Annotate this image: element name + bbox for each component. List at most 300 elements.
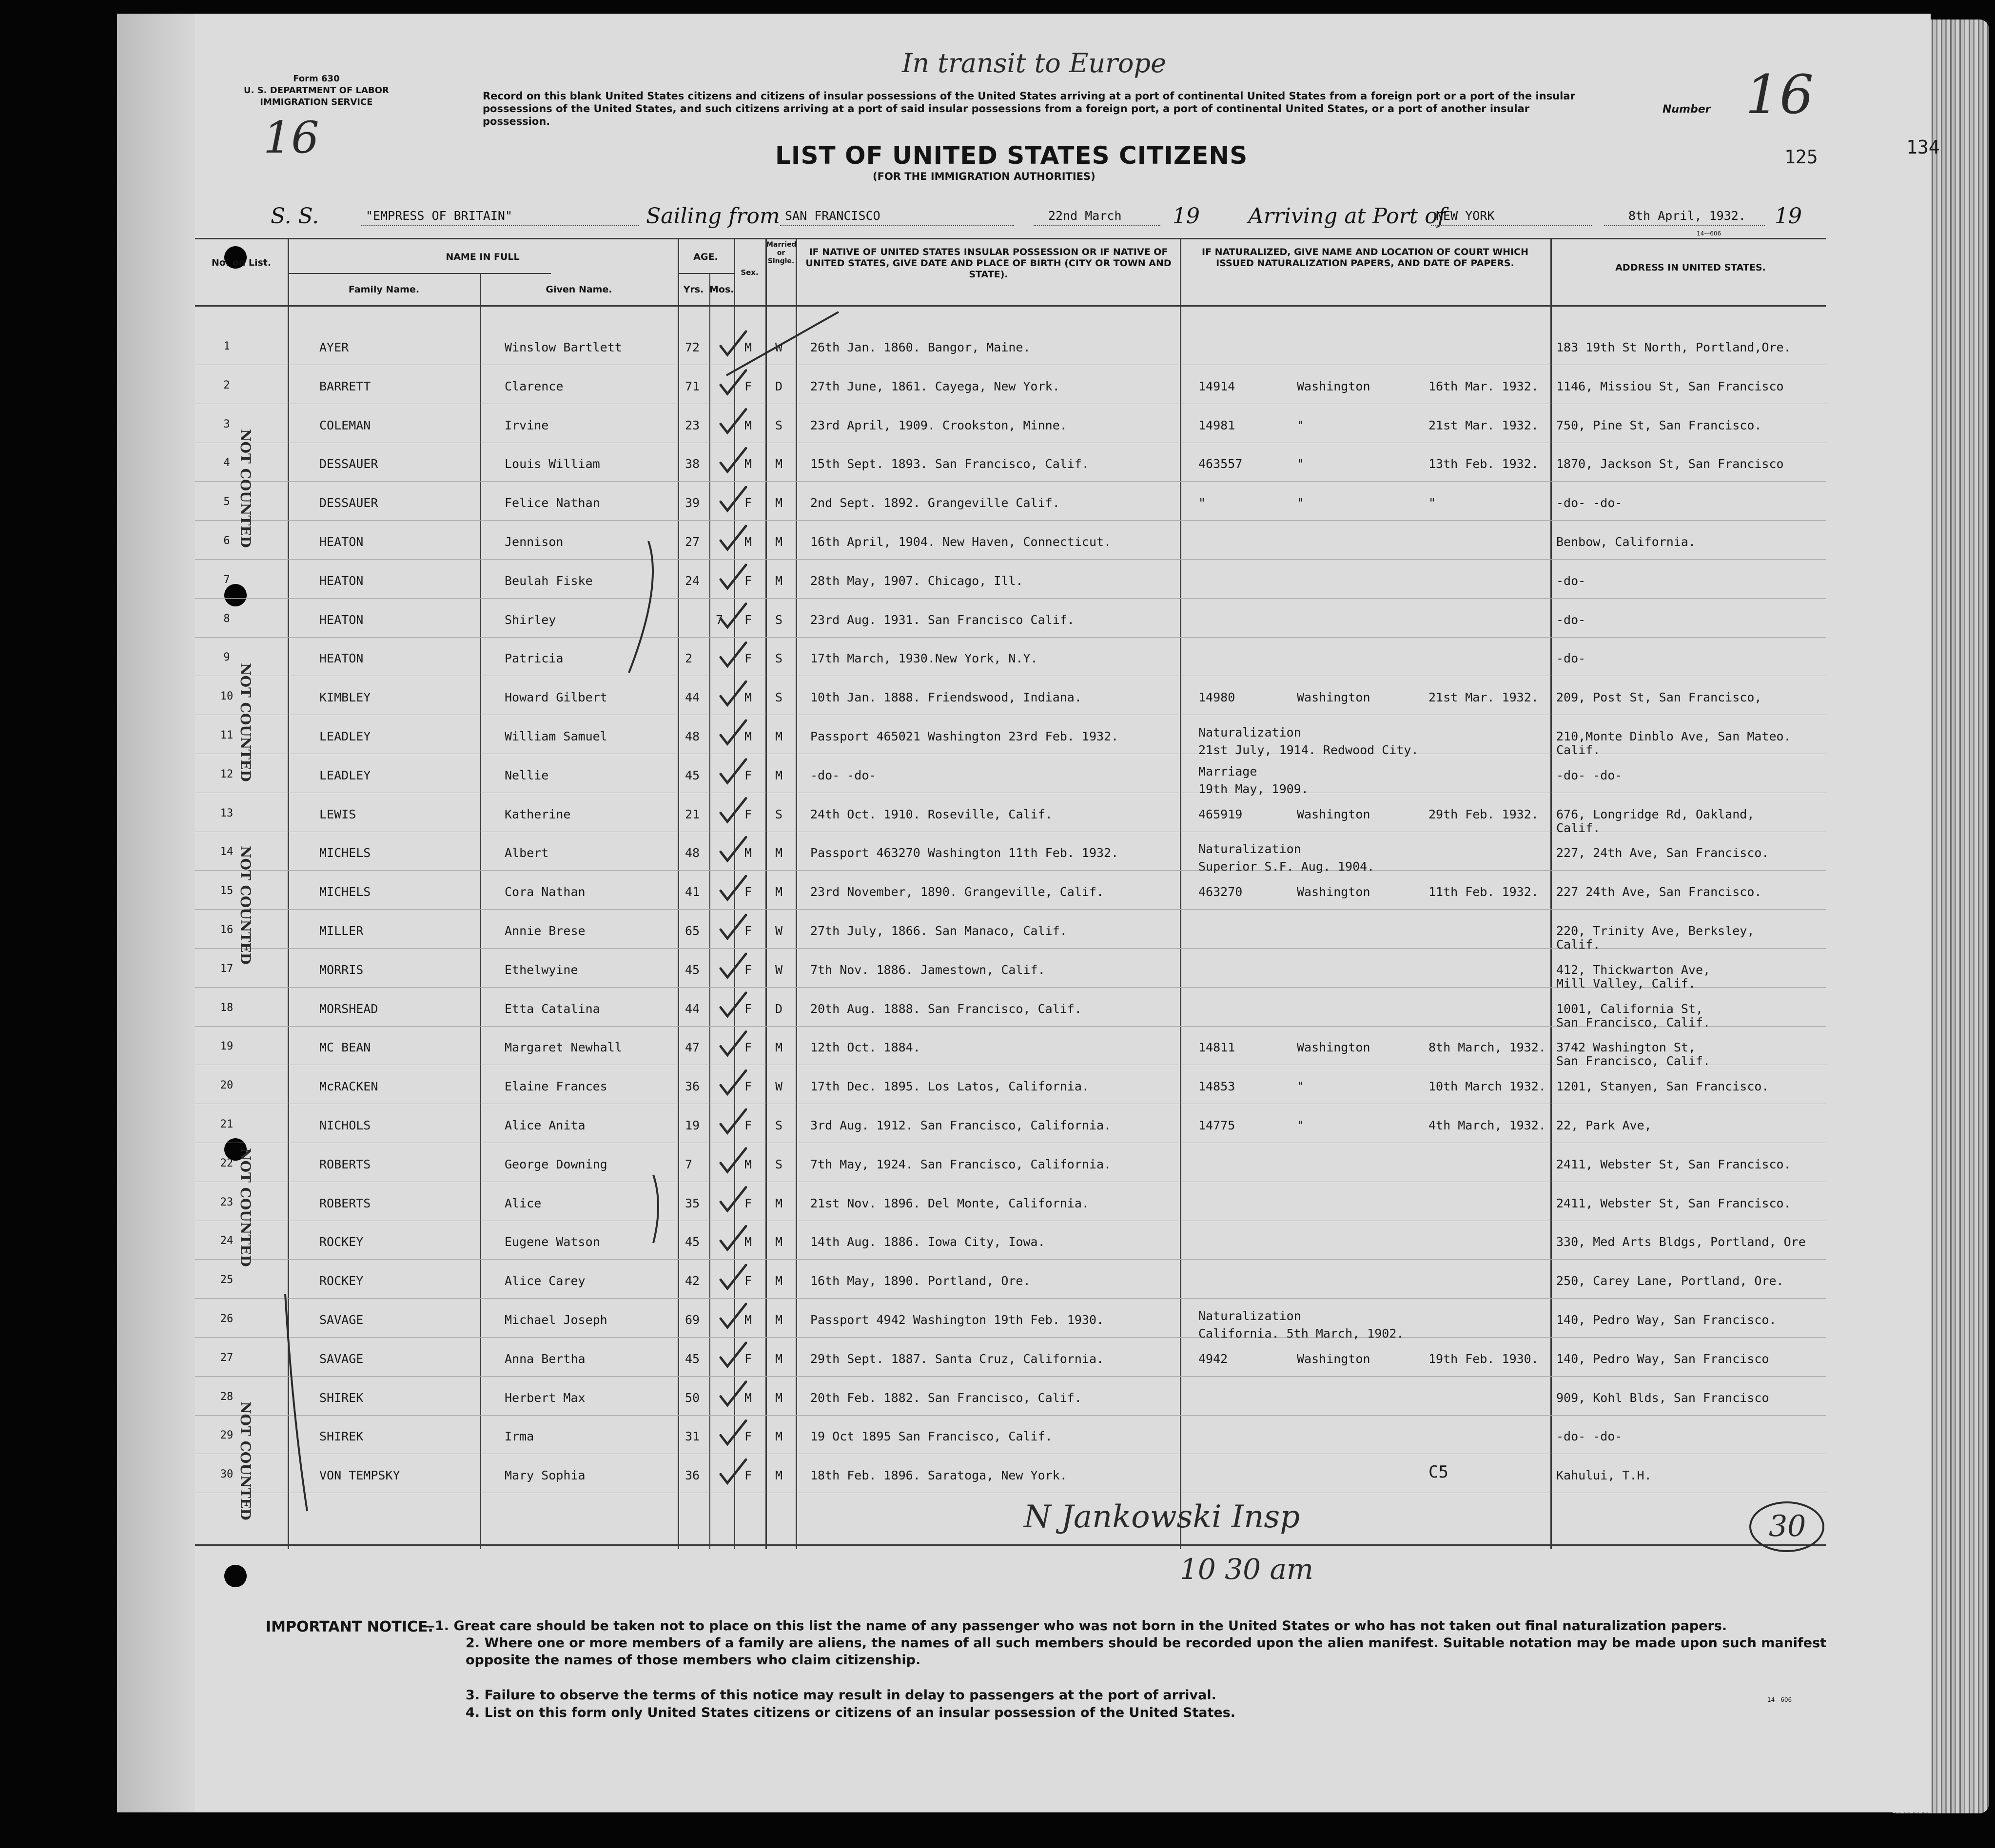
age-years: 7 — [685, 1157, 693, 1171]
family-name: SHIREK — [319, 1390, 364, 1405]
naturalization-1: " — [1198, 496, 1206, 510]
sex: F — [744, 1001, 752, 1016]
given-name: Patricia — [505, 651, 564, 666]
col-name-in-full: NAME IN FULL — [446, 252, 520, 262]
naturalization-2: 21st July, 1914. Redwood City. — [1198, 743, 1419, 757]
age-years: 27 — [685, 535, 700, 549]
marital-status: M — [775, 496, 783, 510]
given-name: Albert — [505, 846, 549, 860]
naturalization-1: 4942 — [1198, 1351, 1228, 1366]
family-name: ROBERTS — [319, 1196, 371, 1210]
sailing-label: Sailing from — [646, 204, 780, 229]
family-name: NICHOLS — [319, 1118, 371, 1132]
naturalization-3: 4th March, 1932. — [1428, 1118, 1546, 1132]
row-number: 19 — [220, 1040, 234, 1053]
naturalization-2: " — [1297, 418, 1305, 432]
given-name: Herbert Max — [505, 1390, 586, 1405]
address-line-1: 1146, Missiou St, San Francisco — [1556, 379, 1784, 393]
birth-info: 21st Nov. 1896. Del Monte, California. — [810, 1196, 1089, 1210]
page-subtitle: (FOR THE IMMIGRATION AUTHORITIES) — [873, 171, 1095, 182]
address-line-1: 227 24th Ave, San Francisco. — [1556, 885, 1762, 899]
sex: F — [744, 651, 752, 666]
age-years: 31 — [685, 1429, 700, 1444]
family-name: KIMBLEY — [319, 690, 371, 705]
sex: M — [744, 1235, 752, 1249]
row-number: 24 — [220, 1235, 234, 1247]
marital-status: W — [775, 962, 783, 977]
family-name: ROCKEY — [319, 1235, 364, 1249]
age-years: 69 — [685, 1313, 700, 1327]
page-stamp: 125 — [1784, 146, 1818, 168]
naturalization-1: 14981 — [1198, 418, 1235, 432]
naturalization-1: Naturalization — [1198, 842, 1301, 856]
birth-info: 19 Oct 1895 San Francisco, Calif. — [810, 1429, 1053, 1444]
marital-status: M — [775, 457, 783, 471]
row-number: 20 — [220, 1079, 234, 1092]
row-number: 3 — [223, 418, 230, 430]
naturalization-1: 14914 — [1198, 379, 1235, 393]
sex: F — [744, 1351, 752, 1366]
punch-hole — [87, 748, 109, 771]
age-years: 36 — [685, 1468, 700, 1483]
age-years: 36 — [685, 1079, 700, 1094]
inspector-signature: N Jankowski Insp — [1024, 1499, 1300, 1535]
given-name: Margaret Newhall — [505, 1040, 622, 1055]
family-name: SAVAGE — [319, 1351, 364, 1366]
naturalization-2: California. 5th March, 1902. — [1198, 1326, 1404, 1341]
notice-3: 3. Failure to observe the terms of this notice may result in delay to passengers at the port of arrival. — [466, 1688, 1216, 1703]
family-name: AYER — [319, 340, 349, 354]
sex: M — [744, 535, 752, 549]
arrival-port: NEW YORK — [1436, 209, 1495, 223]
marital-status: S — [775, 612, 783, 627]
naturalization-3: 10th March 1932. — [1428, 1079, 1546, 1094]
birth-info: 10th Jan. 1888. Friendswood, Indiana. — [810, 690, 1082, 705]
binding-margin — [117, 14, 195, 1812]
naturalization-3: 13th Feb. 1932. — [1428, 457, 1539, 471]
marital-status: M — [775, 846, 783, 860]
birth-info: 23rd April, 1909. Crookston, Minne. — [810, 418, 1067, 432]
row-number: 16 — [220, 924, 234, 936]
address-line-2: San Francisco, Calif. — [1556, 1015, 1711, 1030]
row-number: 10 — [220, 690, 234, 703]
col-no: No. on List. — [211, 257, 272, 268]
sex: F — [744, 379, 752, 393]
given-name: Annie Brese — [505, 924, 586, 938]
given-name: Felice Nathan — [505, 496, 600, 510]
address-line-2: Calif. — [1556, 937, 1601, 952]
address-line-1: 2411, Webster St, San Francisco. — [1556, 1157, 1791, 1171]
address-line-1: -do- -do- — [1556, 768, 1623, 782]
given-name: Alice Anita — [505, 1118, 586, 1132]
sex: F — [744, 573, 752, 588]
birth-info: 16th April, 1904. New Haven, Connecticut. — [810, 535, 1112, 549]
marital-status: M — [775, 1468, 783, 1483]
birth-info: 2nd Sept. 1892. Grangeville Calif. — [810, 496, 1060, 510]
age-years: 24 — [685, 573, 700, 588]
naturalization-1: 14853 — [1198, 1079, 1235, 1094]
notice-4: 4. List on this form only United States citizens or citizens of an insular possession of the United States. — [466, 1705, 1236, 1720]
address-line-1: 140, Pedro Way, San Francisco. — [1556, 1313, 1777, 1327]
naturalization-1: 14811 — [1198, 1040, 1235, 1055]
notice-label: IMPORTANT NOTICE. — [266, 1618, 433, 1635]
sex: F — [744, 885, 752, 899]
family-name: MILLER — [319, 924, 364, 938]
naturalization-2: Superior S.F. Aug. 1904. — [1198, 859, 1375, 874]
sex: M — [744, 340, 752, 354]
age-years: 38 — [685, 457, 700, 471]
age-years: 21 — [685, 807, 700, 821]
address-line-1: 1001, California St, — [1556, 1001, 1703, 1016]
punch-hole — [87, 253, 109, 276]
address-line-1: Benbow, California. — [1556, 535, 1696, 549]
family-name: DESSAUER — [319, 496, 378, 510]
birth-info: 29th Sept. 1887. Santa Cruz, California. — [810, 1351, 1104, 1366]
marital-status: M — [775, 1351, 783, 1366]
address-line-1: -do- -do- — [1556, 496, 1623, 510]
margin-note: NOT COUNTED — [237, 663, 254, 782]
naturalization-2: Washington — [1297, 379, 1370, 393]
address-line-2: Calif. — [1556, 820, 1601, 835]
birth-info: 14th Aug. 1886. Iowa City, Iowa. — [810, 1235, 1045, 1249]
address-line-1: 676, Longridge Rd, Oakland, — [1556, 807, 1755, 821]
address-line-1: 330, Med Arts Bldgs, Portland, Ore — [1556, 1235, 1806, 1249]
birth-info: 27th July, 1866. San Manaco, Calif. — [810, 924, 1067, 938]
naturalization-3: 8th March, 1932. — [1428, 1040, 1546, 1055]
birth-info: 23rd November, 1890. Grangeville, Calif. — [810, 885, 1104, 899]
sex: F — [744, 1274, 752, 1288]
row-number: 26 — [220, 1313, 234, 1325]
given-name: William Samuel — [505, 729, 607, 743]
row-number: 25 — [220, 1274, 234, 1286]
sex: F — [744, 768, 752, 782]
address-line-2: Mill Valley, Calif. — [1556, 976, 1696, 991]
address-line-1: 1201, Stanyen, San Francisco. — [1556, 1079, 1769, 1094]
family-name: LEADLEY — [319, 768, 371, 782]
marital-status: M — [775, 535, 783, 549]
naturalization-2: " — [1297, 1118, 1305, 1132]
age-years: 41 — [685, 885, 700, 899]
given-name: Elaine Frances — [505, 1079, 607, 1094]
address-line-1: -do- — [1556, 612, 1586, 627]
col-family-name: Family Name. — [348, 284, 420, 295]
row-number: 5 — [223, 496, 230, 508]
print-code: 14—606 — [1767, 1696, 1792, 1703]
age-years: 19 — [685, 1118, 700, 1132]
col-sex: Sex. — [741, 268, 759, 277]
family-name: ROCKEY — [319, 1274, 364, 1288]
naturalization-3: 16th Mar. 1932. — [1428, 379, 1539, 393]
row-number: 1 — [223, 340, 230, 352]
birth-info: 26th Jan. 1860. Bangor, Maine. — [810, 340, 1031, 354]
punch-hole — [87, 1158, 109, 1180]
family-name: DESSAUER — [319, 457, 378, 471]
family-name: MORRIS — [319, 962, 364, 977]
col-mos: Mos. — [709, 284, 734, 295]
family-name: McRACKEN — [319, 1079, 378, 1094]
age-years: 45 — [685, 768, 700, 782]
punch-hole — [87, 388, 109, 410]
col-yrs: Yrs. — [683, 284, 704, 295]
address-line-1: 3742 Washington St, — [1556, 1040, 1696, 1055]
row-number: 22 — [220, 1157, 234, 1169]
family-name: MC BEAN — [319, 1040, 371, 1055]
row-number: 13 — [220, 807, 234, 819]
margin-note: NOT COUNTED — [237, 1401, 254, 1520]
sex: M — [744, 729, 752, 743]
marital-status: M — [775, 1313, 783, 1327]
birth-info: 15th Sept. 1893. San Francisco, Calif. — [810, 457, 1089, 471]
sex: F — [744, 1429, 752, 1444]
row-number: 17 — [220, 962, 234, 975]
marital-status: D — [775, 379, 783, 393]
address-line-1: 183 19th St North, Portland,Ore. — [1556, 340, 1791, 354]
address-line-1: -do- -do- — [1556, 1429, 1623, 1444]
form-number: Form 630 — [293, 74, 340, 84]
sex: F — [744, 612, 752, 627]
marital-status: W — [775, 340, 783, 354]
age-years: 71 — [685, 379, 700, 393]
print-code-top: 14—606 — [1697, 230, 1721, 237]
given-name: Irma — [505, 1429, 534, 1444]
address-line-1: 750, Pine St, San Francisco. — [1556, 418, 1762, 432]
birth-info: 27th June, 1861. Cayega, New York. — [810, 379, 1060, 393]
sex: M — [744, 846, 752, 860]
sex: F — [744, 1118, 752, 1132]
age-years: 23 — [685, 418, 700, 432]
sex: F — [744, 1040, 752, 1055]
given-name: Michael Joseph — [505, 1313, 607, 1327]
address-line-1: 909, Kohl Blds, San Francisco — [1556, 1390, 1769, 1405]
row-number: 18 — [220, 1001, 234, 1014]
age-years: 45 — [685, 1351, 700, 1366]
marital-status: W — [775, 1079, 783, 1094]
naturalization-1: 14775 — [1198, 1118, 1235, 1132]
given-name: Shirley — [505, 612, 556, 627]
naturalization-3: 19th Feb. 1930. — [1428, 1351, 1539, 1366]
naturalization-2: 19th May, 1909. — [1198, 781, 1309, 796]
naturalization-1: 14980 — [1198, 690, 1235, 705]
list-number-value: 16 — [1745, 63, 1814, 126]
marital-status: M — [775, 1390, 783, 1405]
marital-status: M — [775, 1235, 783, 1249]
transit-annotation: In transit to Europe — [902, 48, 1167, 78]
sailing-port: SAN FRANCISCO — [785, 209, 880, 223]
sex: M — [744, 1313, 752, 1327]
age-years: 39 — [685, 496, 700, 510]
given-name: Ethelwyine — [505, 962, 578, 977]
naturalization-3: 11th Feb. 1932. — [1428, 885, 1539, 899]
sex: F — [744, 807, 752, 821]
notice-2: 2. Where one or more members of a family are aliens, the names of all such members should be recorded upon the alien manifest. Suitable notation may be made upon such manifest opposite the names of those members who claim citizenship. — [466, 1635, 1827, 1668]
address-line-1: 140, Pedro Way, San Francisco — [1556, 1351, 1769, 1366]
birth-info: -do- -do- — [810, 768, 877, 782]
page-stamp-outer: 134 — [1906, 136, 1940, 158]
age-years: 47 — [685, 1040, 700, 1055]
family-name: LEWIS — [319, 807, 356, 821]
address-line-1: 250, Carey Lane, Portland, Ore. — [1556, 1274, 1784, 1288]
family-name: SHIREK — [319, 1429, 364, 1444]
row-number: 27 — [220, 1351, 234, 1364]
ship-name: "EMPRESS OF BRITAIN" — [366, 209, 513, 223]
sex: F — [744, 924, 752, 938]
ss-label: S. S. — [271, 204, 319, 229]
col-married: Married or Single. — [766, 241, 797, 265]
naturalization-2: " — [1297, 457, 1305, 471]
address-line-2: Calif. — [1556, 743, 1601, 757]
marital-status: M — [775, 729, 783, 743]
age-years: 45 — [685, 1235, 700, 1249]
birth-info: 17th Dec. 1895. Los Latos, California. — [810, 1079, 1089, 1094]
naturalization-3: 29th Feb. 1932. — [1428, 807, 1539, 821]
address-line-1: 412, Thickwarton Ave, — [1556, 962, 1711, 977]
service-name: IMMIGRATION SERVICE — [260, 97, 373, 107]
naturalization-2: Washington — [1297, 1040, 1370, 1055]
family-name: HEATON — [319, 535, 364, 549]
form-instructions: Record on this blank United States citizens and citizens of insular possessions of the United States arriving at a port of continental United States from a foreign port or a port of the insular possessions of the United States, and such citizens arriving at a port of said insular possessions from a foreign port, a port of continental United States, or a port of another insular possession. — [483, 90, 1575, 127]
sex: M — [744, 418, 752, 432]
row-number: 6 — [223, 535, 230, 547]
row-number: 7 — [223, 573, 230, 586]
birth-info: 20th Aug. 1888. San Francisco, Calif. — [810, 1001, 1082, 1016]
given-name: Etta Catalina — [505, 1001, 600, 1016]
address-line-1: 210,Monte Dinblo Ave, San Mateo. — [1556, 729, 1791, 743]
sex: M — [744, 1390, 752, 1405]
address-line-1: -do- — [1556, 651, 1586, 666]
number-label: Number — [1662, 103, 1711, 116]
naturalization-2: Washington — [1297, 807, 1370, 821]
sex: M — [744, 457, 752, 471]
address-line-1: 227, 24th Ave, San Francisco. — [1556, 846, 1769, 860]
marital-status: M — [775, 768, 783, 782]
sex: F — [744, 962, 752, 977]
page-title: LIST OF UNITED STATES CITIZENS — [775, 141, 1248, 170]
birth-info: 23rd Aug. 1931. San Francisco Calif. — [810, 612, 1075, 627]
marital-status: W — [775, 924, 783, 938]
family-name: VON TEMPSKY — [319, 1468, 400, 1483]
family-name: MICHELS — [319, 846, 371, 860]
naturalization-1: Naturalization — [1198, 725, 1301, 739]
row-number: 9 — [223, 651, 230, 664]
col-address: ADDRESS IN UNITED STATES. — [1615, 262, 1766, 273]
given-name: Anna Bertha — [505, 1351, 586, 1366]
family-name: MORSHEAD — [319, 1001, 378, 1016]
address-line-1: 2411, Webster St, San Francisco. — [1556, 1196, 1791, 1210]
time-annotation: 10 30 am — [1180, 1553, 1314, 1586]
given-name: Alice Carey — [505, 1274, 586, 1288]
naturalization-2: Washington — [1297, 885, 1370, 899]
family-name: LEADLEY — [319, 729, 371, 743]
row-number: 14 — [220, 846, 234, 858]
arrival-year-prefix: 19 — [1775, 204, 1802, 229]
naturalization-1: 463270 — [1198, 885, 1243, 899]
address-line-1: Kahului, T.H. — [1556, 1468, 1652, 1483]
naturalization-1: 465919 — [1198, 807, 1243, 821]
birth-info: 24th Oct. 1910. Roseville, Calif. — [810, 807, 1053, 821]
age-years: 44 — [685, 1001, 700, 1016]
birth-info: Passport 465021 Washington 23rd Feb. 1932. — [810, 729, 1119, 743]
address-line-1: -do- — [1556, 573, 1586, 588]
row-number: 8 — [223, 612, 230, 625]
inspector-code: C5 — [1428, 1462, 1448, 1482]
age-years: 72 — [685, 340, 700, 354]
sex: M — [744, 690, 752, 705]
naturalization-2: " — [1297, 1079, 1305, 1094]
given-name: Irvine — [505, 418, 549, 432]
margin-note: NOT COUNTED — [237, 846, 254, 965]
naturalization-2: Washington — [1297, 690, 1370, 705]
row-number: 2 — [223, 379, 230, 391]
marital-status: M — [775, 885, 783, 899]
naturalization-1: Naturalization — [1198, 1309, 1301, 1323]
address-line-1: 209, Post St, San Francisco, — [1556, 690, 1762, 705]
naturalization-1: 463557 — [1198, 457, 1243, 471]
given-name: Mary Sophia — [505, 1468, 586, 1483]
passenger-table — [195, 238, 1826, 1549]
age-years: 65 — [685, 924, 700, 938]
marital-status: S — [775, 690, 783, 705]
naturalization-2: Washington — [1297, 1351, 1370, 1366]
sailing-date: 22nd March — [1048, 209, 1122, 223]
col-birth: IF NATIVE OF UNITED STATES INSULAR POSSESSION OR IF NATIVE OF UNITED STATES, GIVE DATE AND PLACE OF BIRTH (CITY OR TOWN AND STATE). — [805, 247, 1172, 280]
punch-hole — [87, 1584, 109, 1607]
punch-hole — [224, 1565, 247, 1587]
row-number: 12 — [220, 768, 234, 780]
given-name: Katherine — [505, 807, 571, 821]
sex: M — [744, 1157, 752, 1171]
given-name: Nellie — [505, 768, 549, 782]
family-name: COLEMAN — [319, 418, 371, 432]
given-name: Winslow Bartlett — [505, 340, 622, 354]
address-line-1: 1870, Jackson St, San Francisco — [1556, 457, 1784, 471]
notice-1: —1. Great care should be taken not to place on this list the name of any passenger who was not born in the United States or who has not taken out final naturalization papers. — [422, 1618, 1727, 1634]
marital-status: M — [775, 1274, 783, 1288]
col-given-name: Given Name. — [546, 284, 612, 295]
marital-status: M — [775, 1040, 783, 1055]
naturalization-2: " — [1297, 496, 1305, 510]
given-name: Alice — [505, 1196, 542, 1210]
age-years: 50 — [685, 1390, 700, 1405]
age-years: 42 — [685, 1274, 700, 1288]
marital-status: S — [775, 807, 783, 821]
marital-status: S — [775, 418, 783, 432]
given-name: Clarence — [505, 379, 564, 393]
row-number: 30 — [220, 1468, 234, 1481]
arriving-label: Arriving at Port of — [1248, 204, 1446, 229]
birth-info: 7th Nov. 1886. Jamestown, Calif. — [810, 962, 1045, 977]
naturalization-3: " — [1428, 496, 1436, 510]
address-line-1: 220, Trinity Ave, Berksley, — [1556, 924, 1755, 938]
given-name: Howard Gilbert — [505, 690, 607, 705]
age-years: 48 — [685, 846, 700, 860]
naturalization-1: Marriage — [1198, 764, 1257, 778]
birth-info: Passport 463270 Washington 11th Feb. 1932. — [810, 846, 1119, 860]
family-name: SAVAGE — [319, 1313, 364, 1327]
form-identifier — [244, 73, 389, 108]
given-name: Cora Nathan — [505, 885, 586, 899]
row-number: 21 — [220, 1118, 234, 1130]
address-line-2: San Francisco, Calif. — [1556, 1054, 1711, 1069]
sex: F — [744, 496, 752, 510]
naturalization-3: 21st Mar. 1932. — [1428, 418, 1539, 432]
sex: F — [744, 1196, 752, 1210]
given-name: Louis William — [505, 457, 600, 471]
birth-info: 28th May, 1907. Chicago, Ill. — [810, 573, 1023, 588]
department-name: U. S. DEPARTMENT OF LABOR — [244, 85, 389, 96]
margin-note: NOT COUNTED — [237, 429, 254, 548]
col-naturalized: IF NATURALIZED, GIVE NAME AND LOCATION OF COURT WHICH ISSUED NATURALIZATION PAPERS, AND DATE OF PAPERS. — [1202, 247, 1528, 269]
punch-hole — [87, 1221, 109, 1244]
